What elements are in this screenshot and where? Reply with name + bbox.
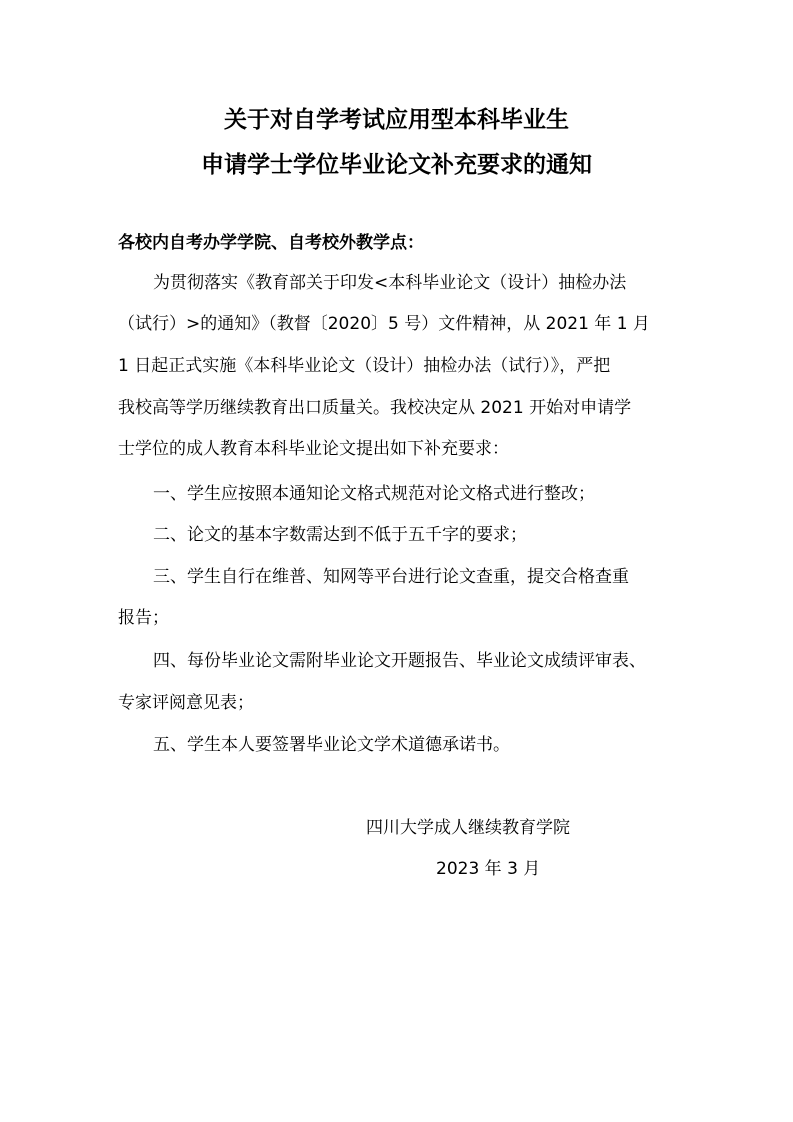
intro-line-3: 1 日起正式实施《本科毕业论文（设计）抽检办法（试行）》，严把 [118,356,611,376]
requirement-1: 一、学生应按照本通知论文格式规范对论文格式进行整改； [153,484,595,504]
intro-line-1: 为贯彻落实《教育部关于印发<本科毕业论文（设计）抽检办法 [153,273,627,293]
issuer-signature: 四川大学成人继续教育学院 [366,818,570,838]
requirement-4-line-2: 专家评阅意见表； [118,693,254,713]
intro-line-2: （试行）>的通知》（教督〔2020〕5 号）文件精神，从 2021 年 1 月 [118,314,650,334]
document-title-line-1: 关于对自学考试应用型本科毕业生 [224,107,569,133]
requirement-3-line-2: 报告； [118,608,169,628]
requirement-5: 五、学生本人要签署毕业论文学术道德承诺书。 [153,735,510,755]
requirement-4-line-1: 四、每份毕业论文需附毕业论文开题报告、毕业论文成绩评审表、 [153,651,646,671]
intro-line-5: 士学位的成人教育本科毕业论文提出如下补充要求： [118,439,509,459]
salutation: 各校内自考办学学院、自考校外教学点： [118,233,424,253]
requirement-2: 二、论文的基本字数需达到不低于五千字的要求； [153,525,527,545]
issue-date: 2023 年 3 月 [436,859,541,879]
document-title-line-2: 申请学士学位毕业论文补充要求的通知 [201,152,592,178]
intro-line-4: 我校高等学历继续教育出口质量关。我校决定从 2021 开始对申请学 [118,398,632,418]
requirement-3-line-1: 三、学生自行在维普、知网等平台进行论文查重，提交合格查重 [153,567,629,587]
